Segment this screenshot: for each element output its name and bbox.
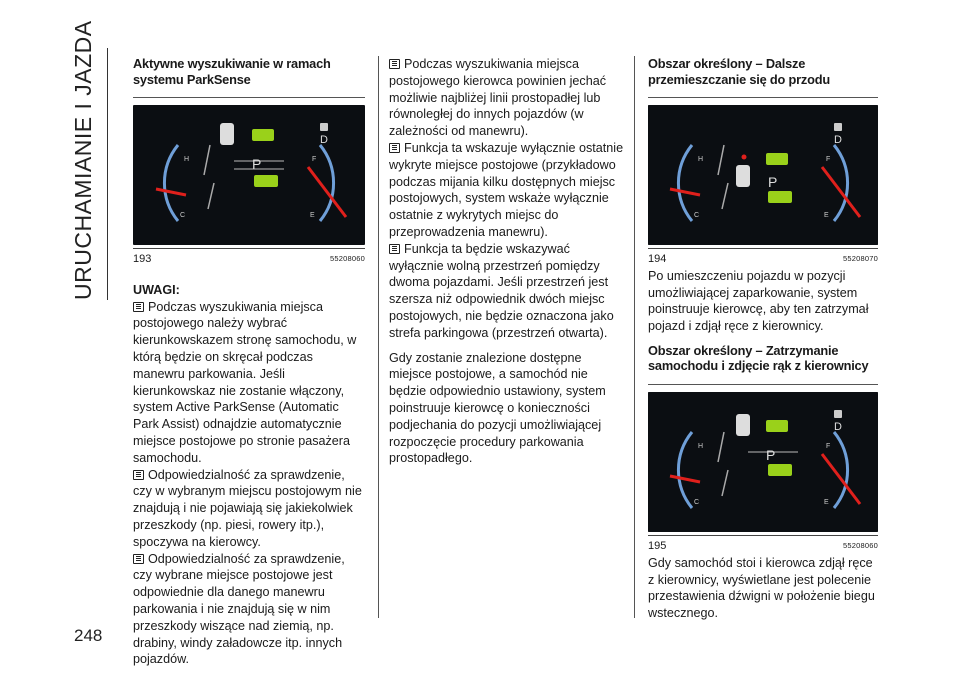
body-paragraph: Gdy zostanie znalezione dostępne miejsce postojowe, a samochód nie będzie odpowiednio ustawiony, system poinstruuje kierowcę o konieczności podjechania do pozycji umożliwiającej rozpoczęcie procedury parkowania prostopadłego. [389, 350, 606, 466]
svg-text:H: H [698, 156, 704, 163]
column-separator [378, 56, 379, 618]
column-1 [133, 56, 365, 668]
figure-195 [648, 392, 878, 532]
svg-text:E: E [824, 498, 829, 506]
figure-number: 195 [648, 539, 667, 552]
temp-hot-label: H [184, 156, 190, 163]
cluster-display-parking-search [133, 105, 365, 245]
svg-text:P: P [768, 174, 778, 190]
note-icon [133, 302, 144, 312]
svg-text:E: E [824, 212, 829, 219]
park-symbol: P [252, 156, 262, 172]
cluster-display-hands-off [648, 392, 878, 532]
svg-text:H: H [698, 442, 704, 450]
note-item: Podczas wyszukiwania miejsca postojowego kierowca powinien jechać możliwie najbliżej linii prostopadłej lub równoległej do innych pojazdów (w zależności od manewru). [389, 57, 607, 139]
cluster-display-move-forward [648, 105, 878, 245]
notes-heading: UWAGI: [133, 282, 180, 297]
note-icon [389, 244, 400, 254]
figure-number: 193 [133, 253, 152, 265]
figure-number: 194 [648, 253, 667, 265]
svg-text:P: P [766, 446, 776, 463]
temp-cold-label: C [180, 212, 186, 219]
heading-rule [648, 384, 878, 385]
svg-text:D: D [834, 420, 842, 433]
section-heading: Obszar określony – Dalsze przemieszczanie się do przodu [648, 56, 830, 87]
svg-text:C: C [694, 212, 700, 219]
figure-caption [648, 248, 878, 268]
heading-rule [133, 97, 365, 98]
note-item: Funkcja ta będzie wskazywać wyłącznie wolną przestrzeń pomiędzy dwoma pojazdami. Jeśli przestrzeń jest szersza niż odpowiednik dwóch miejsc postojowych, nie będzie oznaczona jako strefa parkingowa (przestrzeń otwarta). [389, 241, 614, 340]
heading-rule [648, 97, 878, 98]
fuel-empty-label: E [310, 212, 315, 219]
svg-text:F: F [826, 442, 831, 450]
figure-code: 55208060 [843, 540, 878, 550]
figure-194 [648, 105, 878, 245]
figure-caption [648, 535, 878, 555]
figure-caption [133, 248, 365, 268]
page-number: 248 [74, 626, 103, 645]
figure-code: 55208070 [843, 254, 878, 263]
chapter-title: URUCHAMIANIE I JAZDA [70, 20, 96, 300]
column-3 [648, 56, 878, 622]
note-item: Podczas wyszukiwania miejsca postojowego należy wybrać kierunkowskazem stronę samochodu, w którą będzie on skręcał podczas manewru parkowania. Jeśli kierunkowskaz nie zostanie włączony, system Active ParkSense (Automatic Park Assist) odnajdzie automatycznie miejsce postojowe po stronie pasażera samochodu. [133, 299, 357, 465]
svg-text:D: D [834, 134, 842, 146]
body-paragraph: Po umieszczeniu pojazdu w pozycji umożliwiającej zaparkowanie, system poinstruuje kierowcę, aby ten zatrzymał pojazd i zdjął ręce z kierownicy. [648, 268, 869, 334]
figure-code: 55208060 [330, 254, 365, 263]
figure-193 [133, 105, 365, 245]
note-icon [133, 470, 144, 480]
note-item: Funkcja ta wskazuje wyłącznie ostatnie wykryte miejsce postojowe (przykładowo podczas mijania kilku dostępnych miejsc postojowych, system wskaże wyłącznie ostatnie z wykrytych miejsc do przeprowadzenia manewru). [389, 140, 624, 239]
note-icon [389, 59, 400, 69]
svg-text:C: C [694, 498, 700, 506]
fuel-full-label: F [312, 156, 317, 163]
column-2 [389, 56, 625, 467]
note-item: Odpowiedzialność za sprawdzenie, czy wybrane miejsce postojowe jest odpowiednie dla danego manewru parkowania i nie znajdują się w nim przeszkody wiszące nad ziemią, np. drabiny, windy załadowcze itp. innych pojazdów. [133, 551, 345, 667]
body-paragraph: Gdy samochód stoi i kierowca zdjął ręce z kierownicy, wyświetlane jest polecenie przestawienia dźwigni w położenie biegu wstecznego. [648, 555, 875, 621]
chapter-title-rule [107, 48, 108, 300]
svg-text:F: F [826, 156, 831, 163]
section-heading: Aktywne wyszukiwanie w ramach systemu ParkSense [133, 56, 331, 87]
gear-indicator: D [320, 134, 328, 146]
note-item: Odpowiedzialność za sprawdzenie, czy w wybranym miejscu postojowym nie znajdują i nie pojawiają się jakiekolwiek przeszkody (np. piesi, rowery itp.), spoczywa na kierowcy. [133, 467, 362, 549]
column-separator [634, 56, 635, 618]
section-heading: Obszar określony – Zatrzymanie samochodu i zdjęcie rąk z kierownicy [648, 342, 869, 374]
note-icon [389, 143, 400, 153]
note-icon [133, 554, 144, 564]
